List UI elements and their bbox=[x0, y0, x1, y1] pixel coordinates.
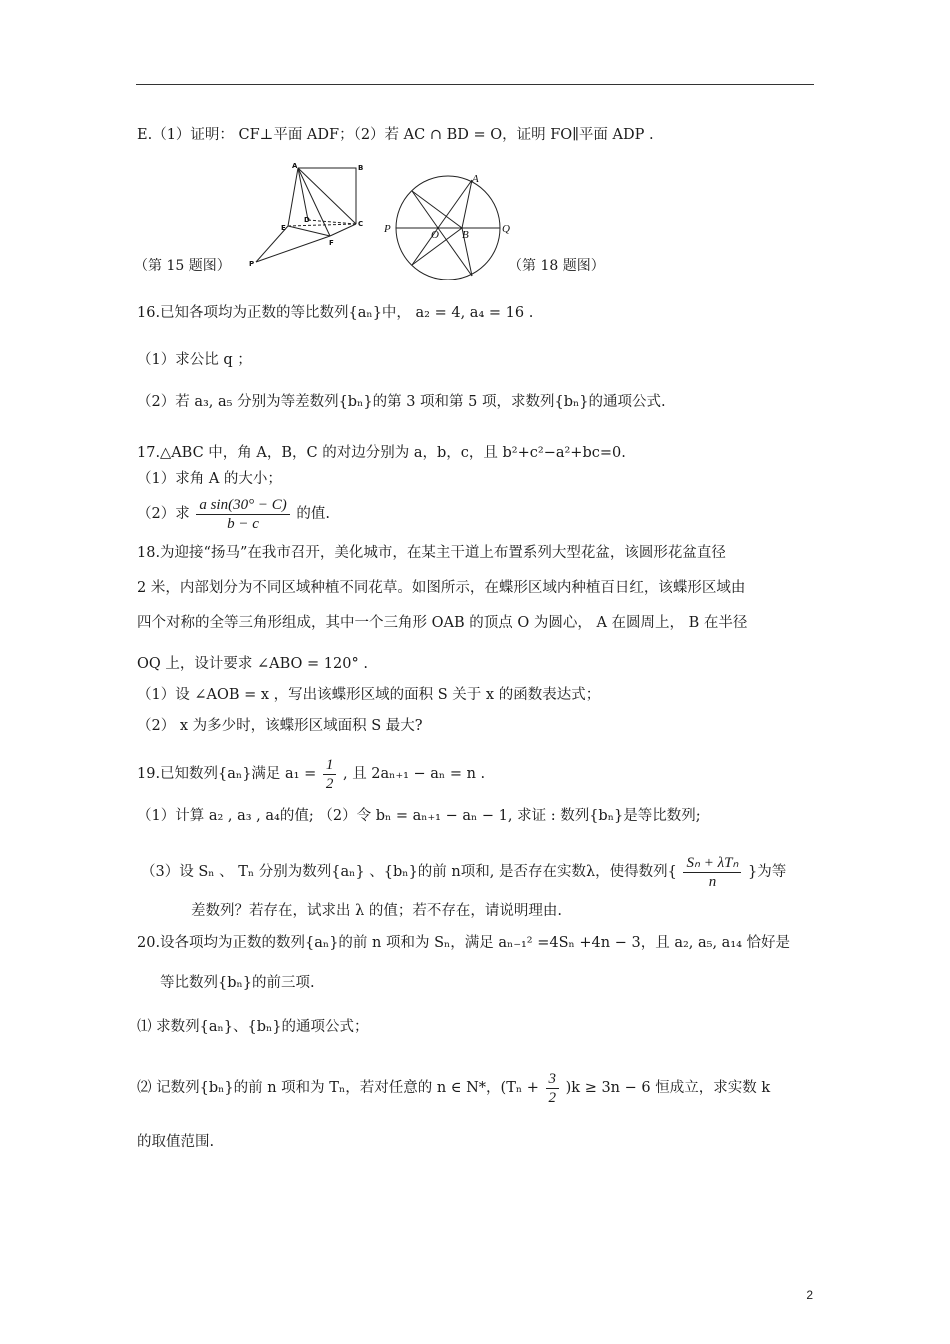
q20-fraction bbox=[546, 1070, 560, 1107]
q19-fraction-denominator: 2 bbox=[325, 775, 334, 792]
q20-part2-continued: 的取值范围. bbox=[137, 1134, 215, 1150]
q20-stem-continued: 等比数列{bₙ}的前三项. bbox=[160, 975, 315, 991]
q17-fraction-denominator: b − c bbox=[227, 515, 259, 532]
q20-part1: ⑴ 求数列{aₙ}、{bₙ}的通项公式； bbox=[137, 1019, 369, 1035]
figure-15-caption: （第 15 题图） bbox=[134, 258, 231, 274]
q17-fraction-numerator: a sin(30° − C) bbox=[196, 496, 289, 515]
q18-part2: （2） x 为多少时，该蝶形区域面积 S 最大? bbox=[137, 718, 423, 734]
q19-parts-1-2: （1）计算 a₂ , a₃ , a₄的值; （2）令 bₙ = aₙ₊₁ − aₙ − 1, 求证 : 数列{bₙ}是等比数列; bbox=[137, 808, 701, 824]
q19-part3-prefix: （3）设 Sₙ 、 Tₙ 分别为数列{aₙ} 、{bₙ}的前 n项和, 是否存在实数λ，使得数列{ bbox=[141, 864, 677, 880]
figure-18-diagram bbox=[378, 168, 518, 280]
fig15-label-c: C bbox=[358, 220, 364, 228]
q17-stem: 17.△ABC 中，角 A，B，C 的对边分别为 a，b，c，且 b²+c²−a²+bc=0. bbox=[137, 445, 626, 461]
q17-fraction bbox=[196, 496, 289, 533]
page-number: 2 bbox=[806, 1288, 813, 1302]
header-rule bbox=[136, 84, 814, 85]
q19-part3-suffix: }为等 bbox=[748, 864, 787, 880]
q19-part3-continued: 差数列？若存在，试求出 λ 的值；若不存在，请说明理由. bbox=[191, 903, 563, 919]
fig18-label-b: B bbox=[462, 229, 469, 241]
q16-part2: （2）若 a₃, a₅ 分别为等差数列{bₙ}的第 3 项和第 5 项，求数列{bₙ}的通项公式. bbox=[137, 394, 666, 410]
q18-part1: （1）设 ∠AOB = x ，写出该蝶形区域的面积 S 关于 x 的函数表达式； bbox=[137, 687, 601, 703]
q20-part2-suffix: )k ≥ 3n − 6 恒成立，求实数 k bbox=[565, 1080, 771, 1096]
fig15-label-b: B bbox=[358, 164, 364, 172]
figure-18-caption: （第 18 题图） bbox=[508, 258, 605, 274]
figure-15-diagram bbox=[248, 160, 368, 270]
fig15-label-f: F bbox=[329, 239, 334, 247]
q17-part2 bbox=[137, 494, 330, 534]
fig15-label-e: E bbox=[281, 224, 286, 232]
q20-part2-prefix: ⑵ 记数列{bₙ}的前 n 项和为 Tₙ，若对任意的 n ∈ N*，(Tₙ + bbox=[137, 1080, 539, 1096]
fig15-label-d: D bbox=[304, 216, 310, 224]
q16-part1: （1）求公比 q ； bbox=[137, 352, 252, 368]
q18-line3: 四个对称的全等三角形组成，其中一个三角形 OAB 的顶点 O 为圆心， A 在圆周上， B 在半径 bbox=[137, 615, 748, 631]
q17-part2-suffix: 的值. bbox=[296, 506, 330, 522]
q19-stem-suffix: , 且 2aₙ₊₁ − aₙ = n . bbox=[342, 766, 486, 782]
q19-part3-fraction bbox=[683, 854, 741, 891]
q19-stem bbox=[137, 754, 485, 794]
q17-part1: （1）求角 A 的大小； bbox=[137, 471, 282, 487]
q15-line: E.（1）证明： CF⊥平面 ADF；（2）若 AC ∩ BD = O，证明 FO∥平面 ADP . bbox=[137, 127, 654, 143]
q19-stem-prefix: 19.已知数列{aₙ}满足 a₁ = bbox=[137, 766, 317, 782]
q16-stem: 16.已知各项均为正数的等比数列{aₙ}中， a₂ = 4, a₄ = 16 . bbox=[137, 305, 534, 321]
fig18-label-a: A bbox=[472, 173, 479, 185]
q20-stem: 20.设各项均为正数的数列{aₙ}的前 n 项和为 Sₙ，满足 aₙ₋₁² =4Sₙ +4n − 3，且 a₂, a₅, a₁₄ 恰好是 bbox=[137, 935, 791, 951]
fig18-label-q: Q bbox=[502, 223, 510, 235]
q19-fraction-numerator: 1 bbox=[323, 756, 337, 775]
fig15-label-a: A bbox=[292, 162, 298, 170]
fig18-label-p: P bbox=[384, 223, 391, 235]
q19-part3 bbox=[141, 852, 786, 892]
q19-part3-fraction-numerator: Sₙ + λTₙ bbox=[683, 854, 741, 873]
q18-line4: OQ 上，设计要求 ∠ABO = 120° . bbox=[137, 656, 368, 672]
q17-part2-prefix: （2）求 bbox=[137, 506, 190, 522]
q19-fraction bbox=[323, 756, 337, 793]
q20-fraction-denominator: 2 bbox=[548, 1089, 557, 1106]
fig15-label-p: P bbox=[249, 260, 255, 268]
q18-line2: 2 米，内部划分为不同区域种植不同花草。如图所示，在蝶形区域内种植百日红，该蝶形区域由 bbox=[137, 580, 746, 596]
q19-part3-fraction-denominator: n bbox=[708, 873, 717, 890]
q18-line1: 18.为迎接“扬马”在我市召开，美化城市，在某主干道上布置系列大型花盆，该圆形花盆直径 bbox=[137, 545, 726, 561]
q20-part2 bbox=[137, 1068, 770, 1108]
fig18-label-o: O bbox=[431, 229, 439, 241]
q20-fraction-numerator: 3 bbox=[546, 1070, 560, 1089]
